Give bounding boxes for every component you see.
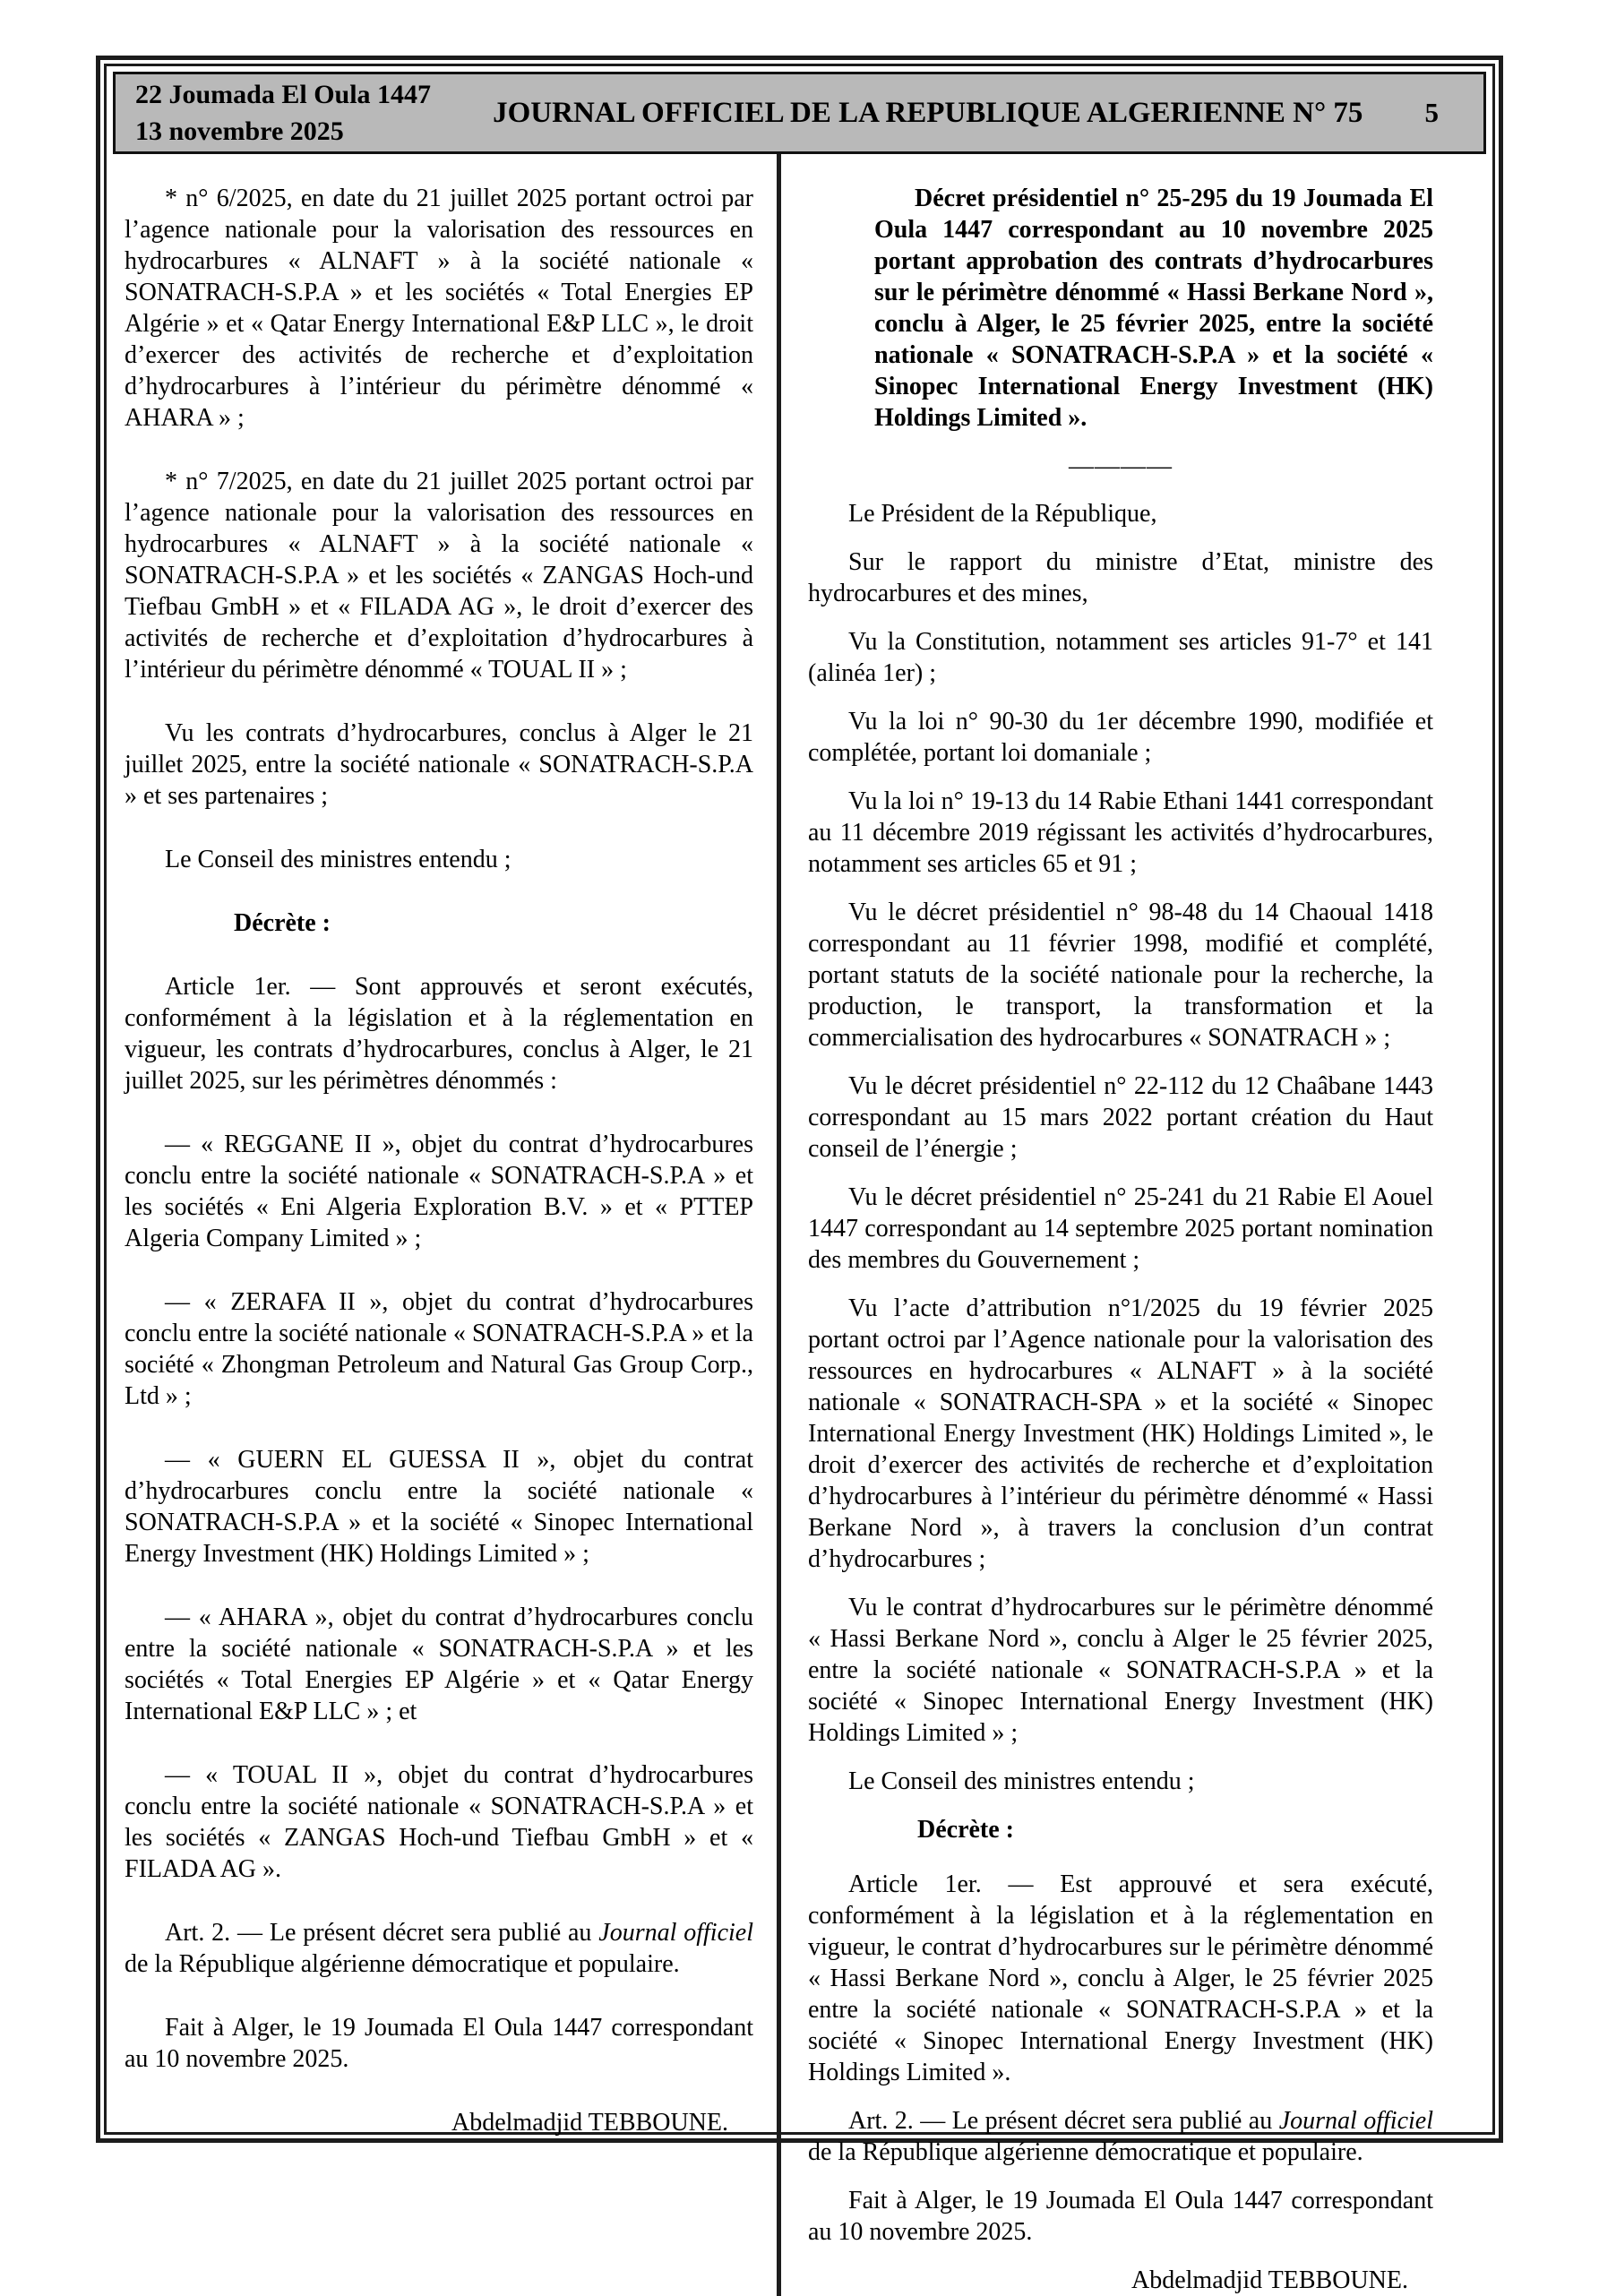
right-column — [781, 154, 1433, 2296]
article-2-text: Art. 2. — Le présent décret sera publié au — [848, 2107, 1279, 2135]
journal-officiel-italic: Journal officiel — [1278, 2107, 1433, 2135]
list-item-zerafa-ii: — « ZERAFA II », objet du contrat d’hydrocarbures conclu entre la société nationale « SONATRACH-S.P.A » et la société « Zhongman Petroleum and Natural Gas Group Corp., Ltd » ; — [125, 1288, 753, 1410]
paragraph-rapport-ministre: Sur le rapport du ministre d’Etat, ministre des hydrocarbures et des mines, — [808, 548, 1433, 607]
paragraph-vu-loi-90-30: Vu la loi n° 90-30 du 1er décembre 1990, modifiée et complétée, portant loi domaniale ; — [808, 708, 1433, 767]
dash-separator: ———— — [1069, 452, 1173, 480]
paragraph-vu-loi-19-13: Vu la loi n° 19-13 du 14 Rabie Ethani 1441 correspondant au 11 décembre 2019 régissant les activités d’hydrocarbures, notamment ses articles 65 et 91 ; — [808, 787, 1433, 878]
hijri-date: 22 Joumada El Oula 1447 — [135, 80, 432, 109]
paragraph-article-2 — [125, 1917, 753, 1980]
paragraph-fait-a-alger: Fait à Alger, le 19 Joumada El Oula 1447 correspondant au 10 novembre 2025. — [125, 2014, 753, 2073]
page-inner-frame — [104, 64, 1495, 2294]
journal-officiel-italic: Journal officiel — [598, 1919, 753, 1947]
paragraph-fait-a-alger: Fait à Alger, le 19 Joumada El Oula 1447 correspondant au 10 novembre 2025. — [808, 2187, 1433, 2246]
paragraph-vu-contrat-hbn: Vu le contrat d’hydrocarbures sur le périmètre dénommé « Hassi Berkane Nord », conclu à Alger le 25 février 2025, entre la société nationale « SONATRACH-S.P.A » et la société « Sinopec International Energy Investment (HK) Holdings Limited » ; — [808, 1594, 1433, 1747]
list-item-toual-ii: — « TOUAL II », objet du contrat d’hydrocarbures conclu entre la société nationale « SONATRACH-S.P.A » et les sociétés « ZANGAS Hoch-und Tiefbau GmbH » et « FILADA AG ». — [125, 1761, 753, 1883]
paragraph-attribution-7-2025: * n° 7/2025, en date du 21 juillet 2025 portant octroi par l’agence nationale pour la valorisation des ressources en hydrocarbures « ALNAFT » à la société nationale « SONATRACH-S.P.A » et les sociétés « ZANGAS Hoch-und Tiefbau GmbH » et « FILADA AG », le droit d’exercer des activités de recherche et d’exploitation d’hydrocarbures à l’intérieur du périmètre dénommé « TOUAL II » ; — [125, 468, 753, 684]
paragraph-article-1: Article 1er. — Sont approuvés et seront exécutés, conformément à la législation et à la réglementation en vigueur, les contrats d’hydrocarbures, conclus à Alger, le 21 juillet 2025, sur les périmètres dénommés : — [125, 973, 753, 1095]
page-header — [113, 72, 1486, 154]
list-item-reggane-ii: — « REGGANE II », objet du contrat d’hydrocarbures conclu entre la société nationale « SONATRACH-S.P.A » et les sociétés « Eni Algeria Exploration B.V. » et « PTTEP Algeria Company Limited » ; — [125, 1131, 753, 1252]
paragraph-conseil-ministres: Le Conseil des ministres entendu ; — [165, 846, 512, 873]
list-item-guern-el-guessa-ii: — « GUERN EL GUESSA II », objet du contrat d’hydrocarbures conclu entre la société nationale « SONATRACH-S.P.A » et la société « Sinopec International Energy Investment (HK) Holdings Limited » ; — [125, 1446, 753, 1568]
paragraph-vu-decret-98-48: Vu le décret présidentiel n° 98-48 du 14 Chaoual 1418 correspondant au 11 février 1998, modifié et complété, portant statuts de la société nationale pour la recherche, la production, le transport, la transformation et la commercialisation des hydrocarbures « SONATRACH » ; — [808, 899, 1433, 1052]
page-number: 5 — [1424, 97, 1439, 128]
paragraph-conseil-ministres: Le Conseil des ministres entendu ; — [848, 1767, 1195, 1795]
signature: Abdelmadjid TEBBOUNE. — [1130, 2266, 1408, 2294]
article-2-text-end: de la République algérienne démocratique et populaire. — [808, 2138, 1363, 2166]
paragraph-vu-decret-22-112: Vu le décret présidentiel n° 22-112 du 12 Chaâbane 1443 correspondant au 15 mars 2022 portant création du Haut conseil de l’énergie ; — [808, 1072, 1433, 1163]
decrete-heading: Décrète : — [917, 1816, 1015, 1844]
paragraph-article-1: Article 1er. — Est approuvé et sera exécuté, conformément à la législation et à la réglementation en vigueur, le contrat d’hydrocarbures sur le périmètre dénommé « Hassi Berkane Nord », conclu à Alger, le 25 février 2025 entre la société nationale « SONATRACH-S.P.A » et la société « Sinopec International Energy Investment (HK) Holdings Limited ». — [808, 1870, 1433, 2086]
decrete-heading: Décrète : — [234, 909, 331, 937]
article-2-text: Art. 2. — Le présent décret sera publié au — [165, 1919, 599, 1947]
signature: Abdelmadjid TEBBOUNE. — [451, 2109, 728, 2137]
paragraph-vu-contrats: Vu les contrats d’hydrocarbures, conclus à Alger le 21 juillet 2025, entre la société nationale « SONATRACH-S.P.A » et ses partenaires ; — [125, 719, 753, 810]
decree-heading-25-295: Décret présidentiel n° 25-295 du 19 Joumada El Oula 1447 correspondant au 10 novembre 2025 portant approbation des contrats d’hydrocarbures sur le périmètre dénommé « Hassi Berkane Nord », conclu à Alger, le 25 février 2025, entre la société nationale « SONATRACH-S.P.A » et la société « Sinopec International Energy Investment (HK) Holdings Limited ». — [874, 185, 1433, 432]
two-column-body — [107, 154, 1492, 2296]
paragraph-vu-decret-25-241: Vu le décret présidentiel n° 25-241 du 21 Rabie El Aouel 1447 correspondant au 14 septembre 2025 portant nomination des membres du Gouvernement ; — [808, 1183, 1433, 1274]
paragraph-vu-constitution: Vu la Constitution, notamment ses articles 91-7° et 141 (alinéa 1er) ; — [808, 628, 1433, 687]
paragraph-vu-acte-attribution: Vu l’acte d’attribution n°1/2025 du 19 février 2025 portant octroi par l’Agence nationale pour la valorisation des ressources en hydrocarbures « ALNAFT » à la société nationale « SONATRACH-SPA » et la société « Sinopec International Energy Investment (HK) Holdings Limited », le droit d’exercer des activités de recherche et d’exploitation d’hydrocarbures à l’intérieur du périmètre dénommé « Hassi Berkane Nord », à travers la conclusion d’un contrat d’hydrocarbures ; — [808, 1294, 1433, 1573]
paragraph-attribution-6-2025: * n° 6/2025, en date du 21 juillet 2025 portant octroi par l’agence nationale pour la valorisation des ressources en hydrocarbures « ALNAFT » à la société nationale « SONATRACH-S.P.A » et les sociétés « Total Energies EP Algérie » et « Qatar Energy International E&P LLC », le droit d’exercer des activités de recherche et d’exploitation d’hydrocarbures à l’intérieur du périmètre dénommé « AHARA » ; — [125, 185, 753, 432]
paragraph-article-2 — [808, 2105, 1433, 2168]
gregorian-date: 13 novembre 2025 — [135, 116, 344, 146]
header-dates — [123, 76, 431, 150]
paragraph-president: Le Président de la République, — [848, 500, 1157, 528]
journal-title: JOURNAL OFFICIEL DE LA REPUBLIQUE ALGERIENNE N° 75 — [493, 96, 1363, 129]
article-2-text-end: de la République algérienne démocratique et populaire. — [125, 1950, 680, 1978]
page-frame — [96, 56, 1503, 2294]
list-item-ahara: — « AHARA », objet du contrat d’hydrocarbures conclu entre la société nationale « SONATRACH-S.P.A » et les sociétés « Total Energies EP Algérie » et « Qatar Energy International E&P LLC » ; et — [125, 1604, 753, 1725]
left-column — [125, 154, 777, 2296]
